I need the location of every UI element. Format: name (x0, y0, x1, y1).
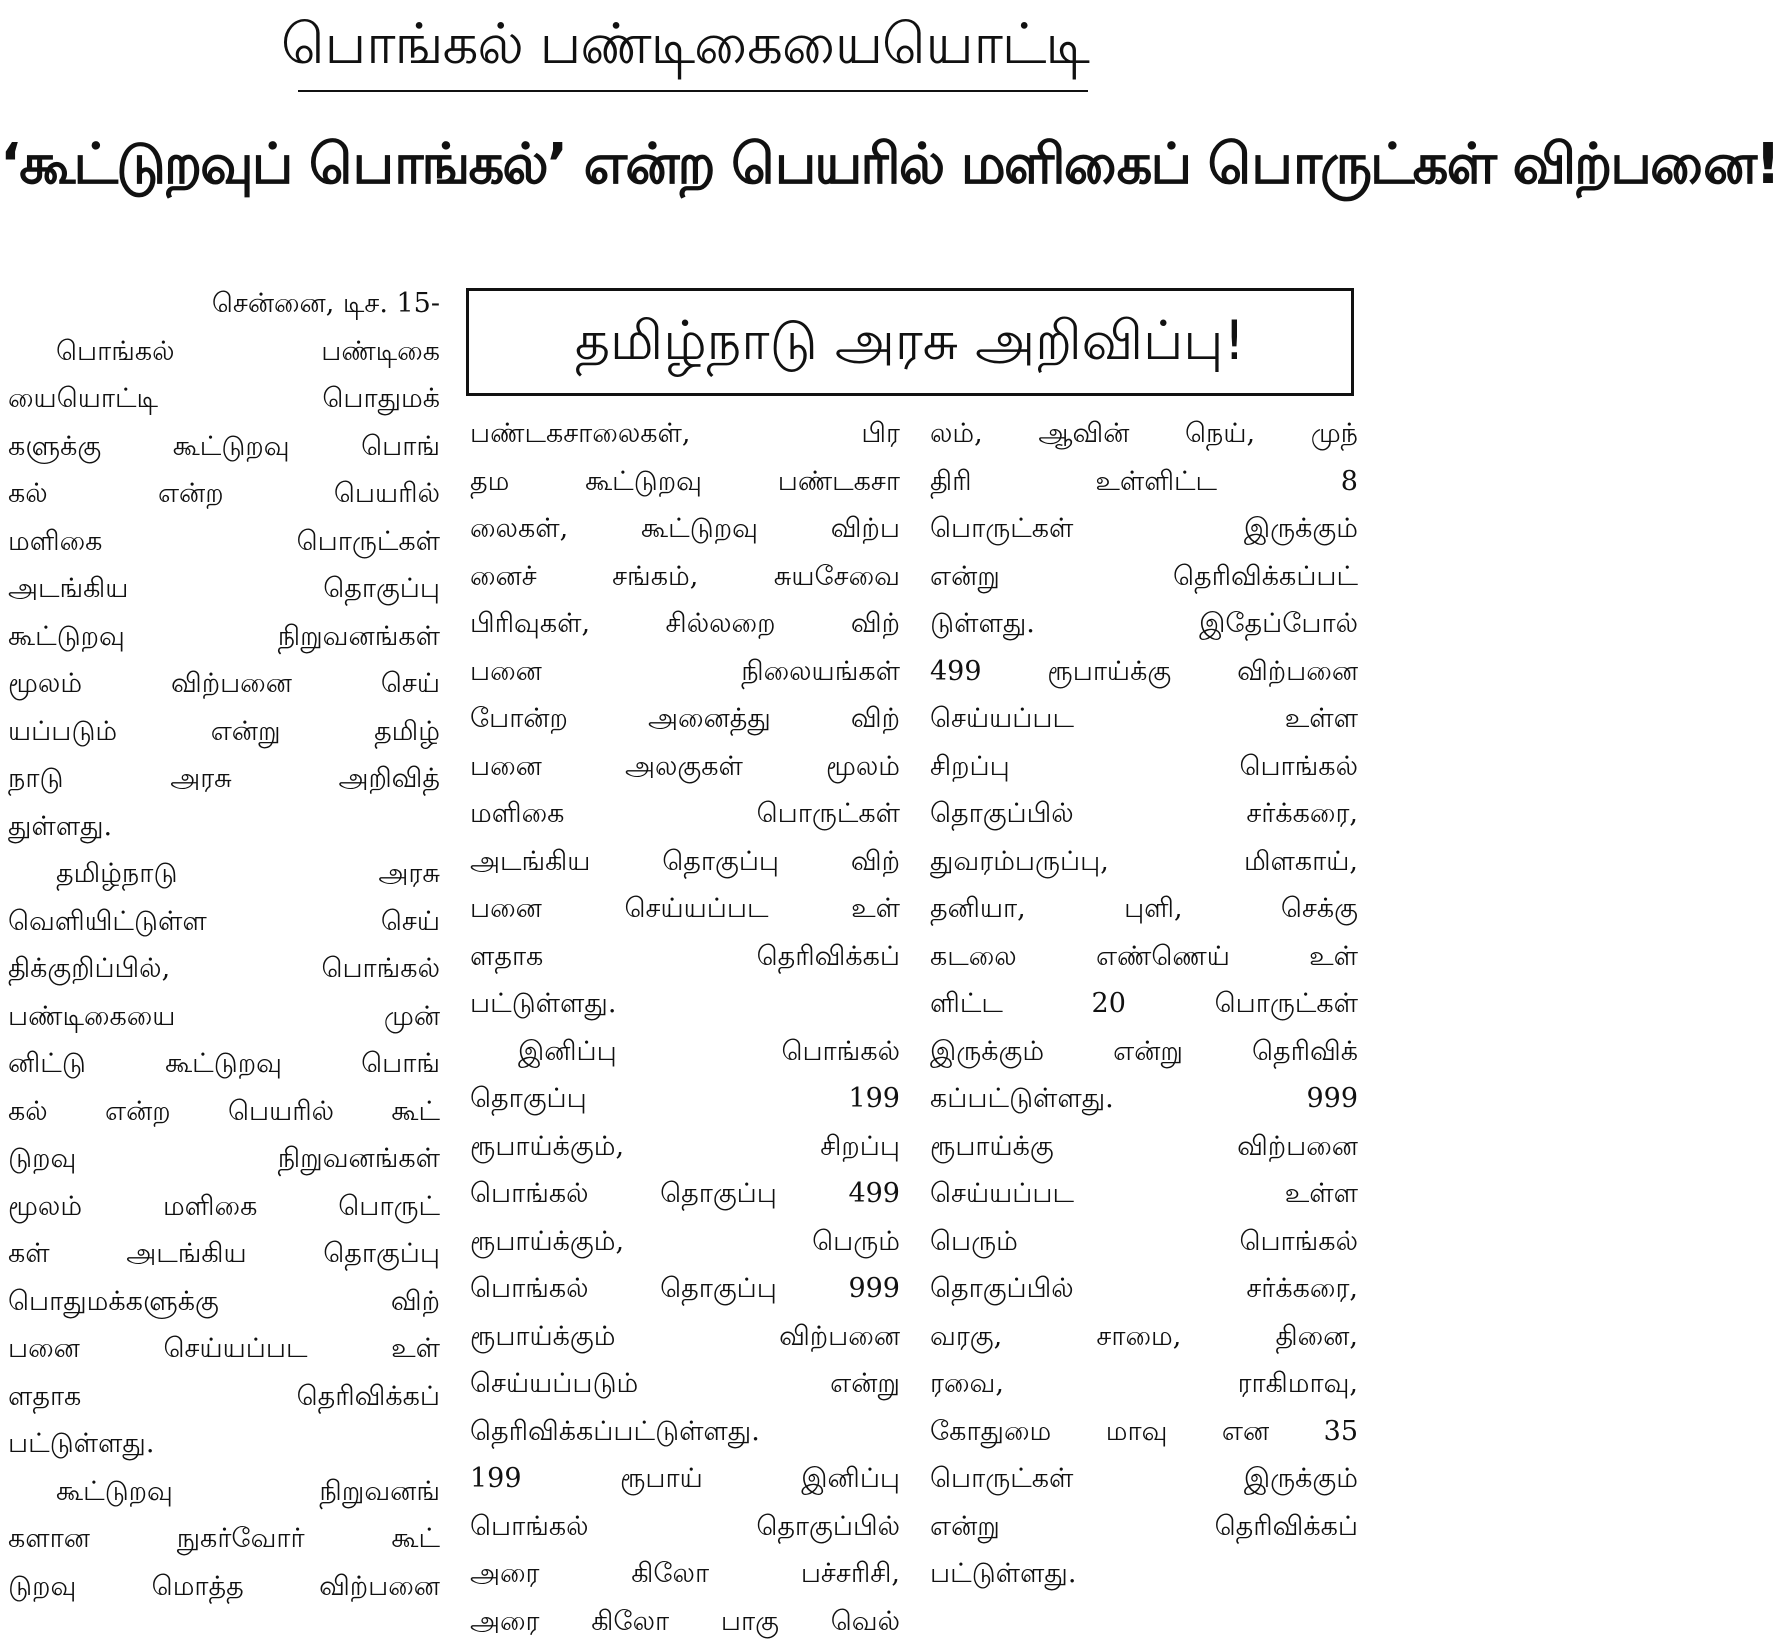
article-line: ரவை, ராகிமாவு, (930, 1368, 1358, 1399)
article-column-1 (8, 280, 440, 1610)
article-line: கூட்டுறவு நிறுவனங்கள் (8, 620, 440, 652)
article-line: இருக்கும் என்று தெரிவிக் (930, 1035, 1358, 1067)
article-line: தம கூட்டுறவு பண்டகசா (470, 465, 900, 497)
article-line: யையொட்டி பொதுமக் (8, 383, 440, 414)
article-line: மூலம் மளிகை பொருட் (8, 1190, 440, 1222)
article-line: பெரும் பொங்கல் (930, 1225, 1358, 1257)
article-line: பனை செய்யப்பட உள் (470, 893, 900, 924)
article-line: பிரிவுகள், சில்லறை விற் (470, 608, 900, 639)
article-line: 499 ரூபாய்க்கு விற்பனை (930, 655, 1358, 687)
article-line: மூலம் விற்பனை செய் (8, 668, 440, 699)
article-line: பொங்கல் தொகுப்பில் (470, 1510, 900, 1542)
article-line: தமிழ்நாடு அரசு (56, 858, 440, 889)
article-line: மளிகை பொருட்கள் (470, 798, 900, 829)
article-line: கல் என்ற பெயரில் கூட் (8, 1095, 440, 1127)
article-line: ளிட்ட 20 பொருட்கள் (930, 988, 1358, 1019)
article-line: பட்டுள்ளது. (930, 1558, 1077, 1589)
article-line: ரூபாய்க்கும் விற்பனை (470, 1320, 900, 1352)
article-line: பனை அலகுகள் மூலம் (470, 750, 900, 782)
article-line: ளதாக தெரிவிக்கப் (8, 1380, 440, 1412)
article-line: கல் என்ற பெயரில் (8, 478, 440, 509)
article-line: நாடு அரசு அறிவித் (8, 763, 440, 794)
article-line: தொகுப்பில் சர்க்கரை, (930, 1273, 1358, 1304)
article-line: பனை செய்யப்பட உள் (8, 1333, 440, 1364)
article-line: திக்குறிப்பில், பொங்கல் (8, 953, 440, 984)
article-line: திரி உள்ளிட்ட 8 (930, 465, 1358, 497)
article-line: கள் அடங்கிய தொகுப்பு (8, 1238, 440, 1269)
kicker-heading: பொங்கல் பண்டிகையையொட்டி (281, 12, 1089, 77)
article-line: பண்டிகையை முன் (8, 1000, 440, 1032)
article-line: தனியா, புளி, செக்கு (930, 893, 1358, 924)
article-line: போன்ற அனைத்து விற் (470, 703, 900, 734)
article-line: வெளியிட்டுள்ள செய் (8, 905, 440, 937)
article-line: பொங்கல் பண்டிகை (56, 335, 440, 367)
article-line: தெரிவிக்கப்பட்டுள்ளது. (470, 1415, 760, 1447)
main-headline: ‘கூட்டுறவுப் பொங்கல்’ என்ற பெயரில் மளிகைப் பொருட்கள் விற்பனை! (0, 132, 1779, 197)
article-line: தொகுப்பு 199 (470, 1083, 900, 1114)
article-line: வரகு, சாமை, தினை, (930, 1320, 1358, 1352)
article-line: பொருட்கள் இருக்கும் (930, 513, 1358, 544)
article-line: பட்டுள்ளது. (470, 988, 617, 1019)
article-line: அரை கிலோ பாகு வெல் (470, 1605, 900, 1637)
article-line: 199 ரூபாய் இனிப்பு (470, 1463, 900, 1494)
article-line: அரை கிலோ பச்சரிசி, (470, 1558, 900, 1589)
article-line: சென்னை, டிச. 15- (211, 288, 440, 319)
article-line: ரூபாய்க்கும், பெரும் (470, 1225, 900, 1257)
article-column-3 (930, 410, 1358, 1598)
article-line: பண்டகசாலைகள், பிர (470, 418, 900, 449)
article-line: னைச் சங்கம், சுயசேவை (470, 560, 900, 592)
article-line: டுறவு நிறுவனங்கள் (8, 1143, 440, 1174)
article-line: ரூபாய்க்கும், சிறப்பு (470, 1130, 900, 1162)
article-line: இனிப்பு பொங்கல் (518, 1035, 900, 1067)
article-line: துள்ளது. (8, 810, 113, 842)
article-line: களான நுகர்வோர் கூட் (8, 1523, 440, 1554)
article-line: அடங்கிய தொகுப்பு விற் (470, 845, 900, 877)
article-line: லம், ஆவின் நெய், முந் (930, 418, 1358, 449)
article-line: என்று தெரிவிக்கப்பட் (930, 560, 1358, 592)
article-line: என்று தெரிவிக்கப் (930, 1510, 1358, 1542)
article-line: டுள்ளது. இதேப்போல் (930, 608, 1358, 639)
article-line: செய்யப்பட உள்ள (930, 703, 1358, 734)
article-line: பனை நிலையங்கள் (470, 655, 900, 687)
article-line: கோதுமை மாவு என 35 (930, 1415, 1358, 1447)
kicker-underline (298, 90, 1088, 92)
article-line: கப்பட்டுள்ளது. 999 (930, 1083, 1358, 1114)
article-line: பொதுமக்களுக்கு விற் (8, 1285, 440, 1317)
article-line: துவரம்பருப்பு, மிளகாய், (930, 845, 1358, 877)
article-line: னிட்டு கூட்டுறவு பொங் (8, 1048, 440, 1079)
article-line: செய்யப்பட உள்ள (930, 1178, 1358, 1209)
article-column-2 (470, 410, 900, 1645)
article-line: டுறவு மொத்த விற்பனை (8, 1570, 440, 1602)
article-line: செய்யப்படும் என்று (470, 1368, 900, 1399)
article-line: தொகுப்பில் சர்க்கரை, (930, 798, 1358, 829)
article-line: அடங்கிய தொகுப்பு (8, 573, 440, 604)
article-line: பொங்கல் தொகுப்பு 999 (470, 1273, 900, 1304)
article-line: யப்படும் என்று தமிழ் (8, 715, 440, 747)
article-line: கூட்டுறவு நிறுவனங் (56, 1475, 440, 1507)
article-line: பொருட்கள் இருக்கும் (930, 1463, 1358, 1494)
article-line: சிறப்பு பொங்கல் (930, 750, 1358, 782)
article-line: பொங்கல் தொகுப்பு 499 (470, 1178, 900, 1209)
article-line: களுக்கு கூட்டுறவு பொங் (8, 430, 440, 462)
article-line: கடலை எண்ணெய் உள் (930, 940, 1358, 972)
article-line: ரூபாய்க்கு விற்பனை (930, 1130, 1358, 1162)
article-line: லைகள், கூட்டுறவு விற்ப (470, 513, 900, 544)
article-line: மளிகை பொருட்கள் (8, 525, 440, 557)
boxed-subheading: தமிழ்நாடு அரசு அறிவிப்பு! (466, 288, 1354, 396)
article-line: ளதாக தெரிவிக்கப் (470, 940, 900, 972)
article-line: பட்டுள்ளது. (8, 1428, 155, 1459)
